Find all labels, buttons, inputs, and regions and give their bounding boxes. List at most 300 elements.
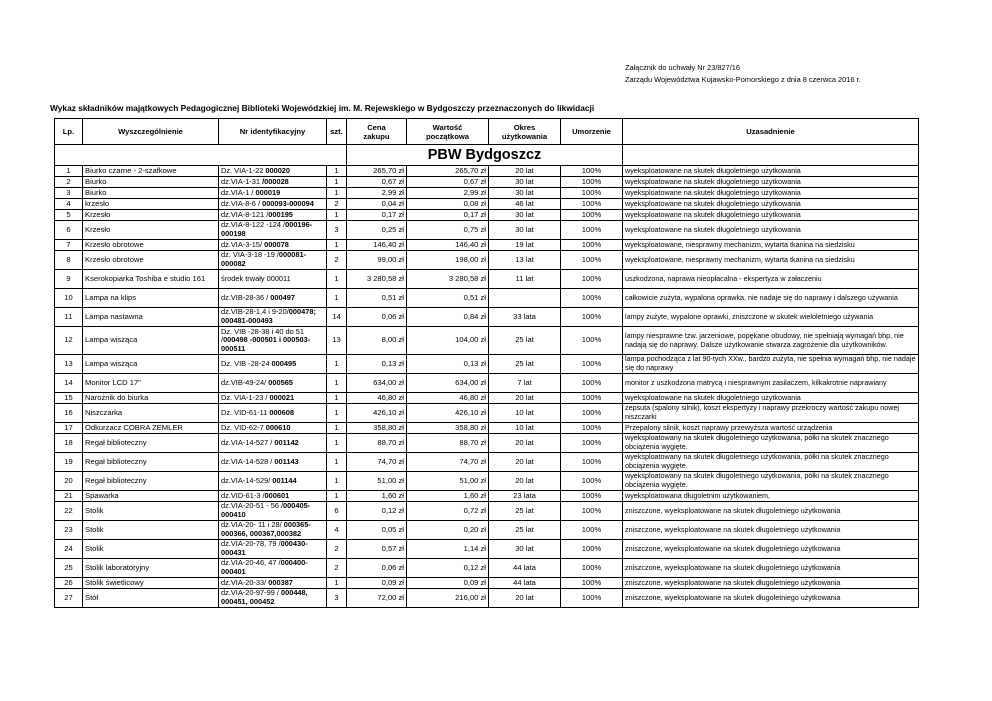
cell-id	[219, 270, 327, 289]
cell-price: 0,51 zł	[347, 289, 407, 308]
cell-value: 146,40 zł	[407, 240, 489, 251]
cell-value: 0,09 zł	[407, 578, 489, 589]
col-header-period	[489, 119, 561, 145]
cell-lp: 14	[55, 374, 83, 393]
id-prefix: dz.VIA-3-15/	[221, 239, 265, 249]
cell-reason: lampy niesprawne tzw. jarzeniowe, popękane obudowy, nie spełniają wymagań bhp, nie nadają się do naprawy. Dalsze użytkowanie stwarza zagrożenie dla użytkowników.	[623, 327, 919, 355]
cell-lp: 2	[55, 177, 83, 188]
id-prefix: dz.VIA-20- 11 i 28/	[221, 520, 284, 530]
cell-reason: wyeksploatowany na skutek długoletniego użytkowania, półki na skutek znacznego obciążenia wygięte.	[623, 472, 919, 491]
cell-period: 20 lat	[489, 166, 561, 177]
cell-lp: 9	[55, 270, 83, 289]
cell-price: 265,70 zł	[347, 166, 407, 177]
cell-id	[219, 521, 327, 540]
cell-id	[219, 199, 327, 210]
id-number: 000495	[271, 358, 297, 368]
cell-reason: wyeksploatowane na skutek długoletniego użytkowania	[623, 221, 919, 240]
cell-id	[219, 166, 327, 177]
cell-lp: 23	[55, 521, 83, 540]
cell-period	[489, 289, 561, 308]
id-number: 000020	[265, 165, 291, 175]
cell-reason: wyeksploatowane na skutek długoletniego użytkowania	[623, 210, 919, 221]
cell-value: 0,84 zł	[407, 308, 489, 327]
cell-period: 20 lat	[489, 434, 561, 453]
col-header-reason: Uzasadnienie	[623, 119, 919, 145]
cell-value: 2,99 zł	[407, 188, 489, 199]
cell-price: 0,67 zł	[347, 177, 407, 188]
id-number: /000028	[262, 176, 289, 186]
cell-depreciation: 100%	[561, 355, 623, 374]
id-number: 000497	[270, 292, 295, 302]
table-row	[55, 393, 919, 404]
table-row	[55, 423, 919, 434]
id-number: 000608	[269, 407, 294, 417]
id-number: 000365-000366, 000367,000382	[221, 520, 311, 538]
table-row	[55, 453, 919, 472]
cell-id	[219, 355, 327, 374]
table-row	[55, 210, 919, 221]
cell-reason: całkowicie zużyta, wypalona oprawka, nie nadaje się do naprawy i dalszego używania	[623, 289, 919, 308]
cell-price: 0,13 zł	[347, 355, 407, 374]
cell-id	[219, 221, 327, 240]
cell-period: 30 lat	[489, 188, 561, 199]
id-number: 000498 -000501 i 000503-000511	[221, 335, 311, 353]
cell-lp: 18	[55, 434, 83, 453]
cell-value: 0,08 zł	[407, 199, 489, 210]
table-row	[55, 502, 919, 521]
cell-qty: 1	[327, 578, 347, 589]
cell-id	[219, 491, 327, 502]
cell-reason: wyeksploatowane na skutek długoletniego użytkowania	[623, 393, 919, 404]
cell-id	[219, 177, 327, 188]
cell-id	[219, 251, 327, 270]
cell-reason: wyeksploatowana długoletnim użytkowaniem,	[623, 491, 919, 502]
cell-reason: lampy zużyte, wypalone oprawki, zniszczone w skutek wieloletniego używania	[623, 308, 919, 327]
id-prefix: dz.VIA-20-46, 47 /	[221, 558, 281, 568]
cell-qty: 2	[327, 199, 347, 210]
id-number: 000565	[268, 377, 293, 387]
id-number: 000601	[264, 490, 290, 500]
id-prefix: dz.VID-61-3 /	[221, 490, 265, 500]
col-header-name: Wyszczególnienie	[83, 119, 219, 145]
cell-reason: wyeksploatowany na skutek długoletniego użytkowania, półki na skutek znacznego obciążenia wygięte.	[623, 434, 919, 453]
cell-price: 51,00 zł	[347, 472, 407, 491]
cell-price: 0,17 zł	[347, 210, 407, 221]
cell-qty: 3	[327, 589, 347, 608]
cell-id	[219, 374, 327, 393]
cell-lp: 7	[55, 240, 83, 251]
cell-name: Regał biblioteczny	[83, 472, 219, 491]
table-row	[55, 589, 919, 608]
cell-lp: 16	[55, 404, 83, 423]
table-row	[55, 578, 919, 589]
cell-reason: wyeksploatowane, niesprawny mechanizm, wytarta tkanina na siedzisku	[623, 251, 919, 270]
table-row	[55, 251, 919, 270]
cell-lp: 20	[55, 472, 83, 491]
cell-name: krzesło	[83, 199, 219, 210]
cell-qty: 1	[327, 374, 347, 393]
id-prefix: dz.VIA-20-97-99 /	[221, 588, 281, 598]
cell-name: Krzesło	[83, 221, 219, 240]
cell-name: Regał biblioteczny	[83, 434, 219, 453]
cell-value: 0,20 zł	[407, 521, 489, 540]
cell-lp: 24	[55, 540, 83, 559]
cell-name: Biurko	[83, 177, 219, 188]
cell-depreciation: 100%	[561, 559, 623, 578]
cell-depreciation: 100%	[561, 210, 623, 221]
cell-id	[219, 188, 327, 199]
col-header-price-l1: Cena	[367, 122, 386, 132]
cell-name: Stół	[83, 589, 219, 608]
id-prefix: dz.VIA-14-527 /	[221, 437, 275, 447]
cell-value: 1,14 zł	[407, 540, 489, 559]
cell-depreciation: 100%	[561, 521, 623, 540]
cell-qty: 14	[327, 308, 347, 327]
cell-depreciation: 100%	[561, 270, 623, 289]
cell-name: Stolik laboratoryjny	[83, 559, 219, 578]
cell-value: 1,60 zł	[407, 491, 489, 502]
cell-price: 2,99 zł	[347, 188, 407, 199]
cell-value: 0,51 zł	[407, 289, 489, 308]
cell-reason: zniszczone, wyeksploatowane na skutek długoletniego użytkowania	[623, 578, 919, 589]
cell-price: 8,00 zł	[347, 327, 407, 355]
cell-reason: monitor z uszkodzona matrycą i niesprawnym zasilaczem, kilkakrotnie naprawiany	[623, 374, 919, 393]
cell-qty: 1	[327, 393, 347, 404]
cell-depreciation: 100%	[561, 327, 623, 355]
id-prefix: dz.VIA-8-121 /	[221, 209, 269, 219]
cell-value: 3 280,58 zł	[407, 270, 489, 289]
id-prefix: Dz. VIB -28-24	[221, 358, 272, 368]
cell-lp: 8	[55, 251, 83, 270]
id-number: 000093-000094	[262, 198, 314, 208]
cell-value: 426,10 zł	[407, 404, 489, 423]
id-prefix: dz.VIA-8-122 -124 /	[221, 220, 286, 230]
id-prefix: dz.VIA-14-528 /	[221, 456, 275, 466]
table-row	[55, 199, 919, 210]
table-row	[55, 374, 919, 393]
cell-lp: 25	[55, 559, 83, 578]
cell-value: 51,00 zł	[407, 472, 489, 491]
col-header-qty: szt.	[327, 119, 347, 145]
cell-qty: 1	[327, 289, 347, 308]
table-row	[55, 308, 919, 327]
cell-id	[219, 559, 327, 578]
cell-depreciation: 100%	[561, 221, 623, 240]
cell-depreciation: 100%	[561, 589, 623, 608]
id-number: 000019	[255, 187, 281, 197]
cell-depreciation: 100%	[561, 308, 623, 327]
cell-period: 46 lat	[489, 199, 561, 210]
cell-qty: 2	[327, 540, 347, 559]
cell-period: 30 lat	[489, 210, 561, 221]
cell-price: 358,80 zł	[347, 423, 407, 434]
annex-note-line1: Załącznik do uchwały Nr 23/827/16	[625, 63, 741, 72]
cell-value: 0,13 zł	[407, 355, 489, 374]
id-prefix: Dz. VID-62-7	[221, 422, 266, 432]
cell-id	[219, 393, 327, 404]
cell-name: Kserokopiarka Toshiba e studio 161	[83, 270, 219, 289]
table-row	[55, 270, 919, 289]
cell-reason: wyeksploatowany na skutek długoletniego użytkowania, półki na skutek znacznego obciążenia wygięte.	[623, 453, 919, 472]
cell-period: 25 lat	[489, 327, 561, 355]
col-header-price-l2: zakupu	[363, 131, 390, 141]
id-prefix: dz.VIA-1 /	[221, 187, 256, 197]
section-spacer-right	[623, 145, 919, 166]
cell-name: Krzesło	[83, 210, 219, 221]
cell-period: 19 lat	[489, 240, 561, 251]
cell-reason: wyeksploatowane na skutek długoletniego użytkowania	[623, 177, 919, 188]
cell-price: 99,00 zł	[347, 251, 407, 270]
cell-id	[219, 540, 327, 559]
cell-id	[219, 472, 327, 491]
table-row	[55, 559, 919, 578]
cell-reason: wyeksploatowane, niesprawny mechanizm, wytarta tkanina na siedzisku	[623, 240, 919, 251]
cell-value: 74,70 zł	[407, 453, 489, 472]
id-prefix: dz.VIB-28-1,4 i 9-20/	[221, 307, 289, 317]
cell-value: 634,00 zł	[407, 374, 489, 393]
id-number: 000195	[268, 209, 293, 219]
cell-lp: 10	[55, 289, 83, 308]
cell-depreciation: 100%	[561, 188, 623, 199]
cell-value: 198,00 zł	[407, 251, 489, 270]
id-prefix: Dz. VIA-1-23 /	[221, 392, 270, 402]
cell-name: Stolik	[83, 502, 219, 521]
cell-value: 0,12 zł	[407, 559, 489, 578]
cell-qty: 1	[327, 453, 347, 472]
cell-id	[219, 289, 327, 308]
cell-name: Narożnik do biurka	[83, 393, 219, 404]
cell-period: 20 lat	[489, 589, 561, 608]
id-number: 000448, 000451, 000452	[221, 588, 308, 606]
id-number: 000405-000410	[221, 501, 311, 519]
id-prefix: dz. VIA-3-18 -19 /	[221, 250, 279, 260]
cell-name: Krzesło obrotowe	[83, 240, 219, 251]
cell-lp: 22	[55, 502, 83, 521]
cell-id	[219, 434, 327, 453]
cell-price: 72,00 zł	[347, 589, 407, 608]
cell-value: 265,70 zł	[407, 166, 489, 177]
cell-depreciation: 100%	[561, 491, 623, 502]
id-prefix: środek trwały 000011	[221, 273, 291, 283]
cell-depreciation: 100%	[561, 374, 623, 393]
col-header-period-l2: użytkowania	[501, 131, 548, 141]
id-number: 000387	[268, 577, 293, 587]
table-row	[55, 540, 919, 559]
cell-name: Krzesło obrotowe	[83, 251, 219, 270]
cell-price: 634,00 zł	[347, 374, 407, 393]
cell-price: 74,70 zł	[347, 453, 407, 472]
cell-name: Lampa na klips	[83, 289, 219, 308]
cell-value: 104,00 zł	[407, 327, 489, 355]
table-header-row	[55, 119, 919, 145]
cell-value: 46,80 zł	[407, 393, 489, 404]
id-number: 001143	[274, 456, 299, 466]
cell-qty: 1	[327, 355, 347, 374]
cell-qty: 1	[327, 210, 347, 221]
cell-qty: 4	[327, 521, 347, 540]
cell-name: Stolik	[83, 521, 219, 540]
cell-id	[219, 308, 327, 327]
id-number: 000430-000431	[221, 539, 308, 557]
cell-reason: wyeksploatowane na skutek długoletniego użytkowania	[623, 188, 919, 199]
cell-lp: 6	[55, 221, 83, 240]
cell-qty: 1	[327, 434, 347, 453]
cell-price: 0,06 zł	[347, 559, 407, 578]
cell-price: 1,60 zł	[347, 491, 407, 502]
cell-period: 30 lat	[489, 177, 561, 188]
cell-period: 7 lat	[489, 374, 561, 393]
cell-depreciation: 100%	[561, 404, 623, 423]
cell-price: 0,57 zł	[347, 540, 407, 559]
table-row	[55, 472, 919, 491]
col-header-period-l1: Okres	[513, 122, 536, 132]
cell-name: Lampa nastawna	[83, 308, 219, 327]
cell-period: 11 lat	[489, 270, 561, 289]
id-prefix: dz.VIB-49-24/	[221, 377, 269, 387]
cell-reason: zniszczone, wyeksploatowane na skutek długoletniego użytkowania	[623, 521, 919, 540]
cell-lp: 5	[55, 210, 83, 221]
document-title: Wykaz składników majątkowych Pedagogicznej Biblioteki Wojewódzkiej im. M. Rejewskiego w Bydgoszczy przeznaczonych do likwidacji	[50, 103, 595, 113]
id-number: 000610	[265, 422, 291, 432]
cell-price: 0,04 zł	[347, 199, 407, 210]
table-row	[55, 177, 919, 188]
cell-depreciation: 100%	[561, 434, 623, 453]
cell-value: 0,17 zł	[407, 210, 489, 221]
cell-depreciation: 100%	[561, 177, 623, 188]
cell-reason: zniszczone, wyeksploatowane na skutek długoletniego użytkowania	[623, 559, 919, 578]
cell-name: Biurko czarne - 2-szafkowe	[83, 166, 219, 177]
cell-depreciation: 100%	[561, 199, 623, 210]
col-header-value-l1: Wartość	[432, 122, 463, 132]
cell-period: 33 lata	[489, 308, 561, 327]
cell-id	[219, 578, 327, 589]
cell-value: 88,70 zł	[407, 434, 489, 453]
id-number: 001142	[274, 437, 299, 447]
cell-qty: 1	[327, 404, 347, 423]
cell-lp: 13	[55, 355, 83, 374]
section-row	[55, 145, 919, 166]
id-prefix: Dz. VID-61-11	[221, 407, 270, 417]
section-spacer	[55, 145, 347, 166]
table-row	[55, 289, 919, 308]
cell-depreciation: 100%	[561, 502, 623, 521]
cell-name: Biurko	[83, 188, 219, 199]
cell-depreciation: 100%	[561, 540, 623, 559]
cell-price: 0,05 zł	[347, 521, 407, 540]
id-prefix: dz.VIA-20-51 - 56 /	[221, 501, 284, 511]
cell-name: Odkurzacz COBRA ZEMLER	[83, 423, 219, 434]
cell-lp: 4	[55, 199, 83, 210]
cell-period: 25 lat	[489, 502, 561, 521]
id-prefix: dz.VIA-8-6 /	[221, 198, 263, 208]
cell-qty: 6	[327, 502, 347, 521]
cell-reason: Przepalony silnik, koszt naprawy przewyższa wartość urządzenia	[623, 423, 919, 434]
cell-name: Lampa wisząca	[83, 327, 219, 355]
cell-reason: zniszczone, wyeksploatowane na skutek długoletniego użytkowania	[623, 589, 919, 608]
id-prefix: Dz. VIA-1-22	[221, 165, 266, 175]
cell-lp: 27	[55, 589, 83, 608]
cell-reason: lampa pochodząca z lat 90-tych XXw., bardzo zużyta, nie spełnia wymagań bhp, nie nadaje się do naprawy	[623, 355, 919, 374]
cell-depreciation: 100%	[561, 423, 623, 434]
cell-name: Spawarka	[83, 491, 219, 502]
cell-period: 20 lat	[489, 393, 561, 404]
cell-qty: 13	[327, 327, 347, 355]
cell-id	[219, 589, 327, 608]
cell-value: 0,75 zł	[407, 221, 489, 240]
col-header-price	[347, 119, 407, 145]
annex-note-line2: Zarządu Województwa Kujawsko-Pomorskiego z dnia 8 czerwca 2016 r.	[625, 75, 861, 84]
cell-value: 358,80 zł	[407, 423, 489, 434]
id-number: 000081-000082	[221, 250, 307, 268]
table-row	[55, 404, 919, 423]
cell-period: 20 lat	[489, 453, 561, 472]
table-row	[55, 434, 919, 453]
cell-price: 0,25 zł	[347, 221, 407, 240]
cell-value: 0,72 zł	[407, 502, 489, 521]
cell-id	[219, 423, 327, 434]
cell-qty: 1	[327, 177, 347, 188]
cell-lp: 15	[55, 393, 83, 404]
id-prefix: dz.VIA-1-31	[221, 176, 263, 186]
inventory-table	[54, 118, 919, 608]
table-row	[55, 240, 919, 251]
cell-qty: 1	[327, 472, 347, 491]
cell-qty: 1	[327, 188, 347, 199]
cell-price: 146,40 zł	[347, 240, 407, 251]
col-header-value	[407, 119, 489, 145]
cell-depreciation: 100%	[561, 240, 623, 251]
cell-period: 20 lat	[489, 472, 561, 491]
cell-price: 3 280,58 zł	[347, 270, 407, 289]
cell-qty: 1	[327, 491, 347, 502]
cell-id	[219, 502, 327, 521]
col-header-value-l2: początkowa	[425, 131, 470, 141]
cell-name: Niszczarka	[83, 404, 219, 423]
cell-id	[219, 453, 327, 472]
cell-price: 426,10 zł	[347, 404, 407, 423]
id-prefix: dz.VIA-20-33/	[221, 577, 269, 587]
cell-reason: zepsuta (spalony silnik), koszt ekspertyzy i naprawy przekroczy wartość zakupu nowej niszczarki	[623, 404, 919, 423]
col-header-depreciation: Umorzenie	[561, 119, 623, 145]
table-row	[55, 491, 919, 502]
cell-price: 0,06 zł	[347, 308, 407, 327]
cell-depreciation: 100%	[561, 393, 623, 404]
cell-period: 44 lata	[489, 559, 561, 578]
col-header-id: Nr identyfikacyjny	[219, 119, 327, 145]
cell-value: 216,00 zł	[407, 589, 489, 608]
table-row	[55, 355, 919, 374]
id-prefix: dz.VIA-20-78, 79 /	[221, 539, 281, 549]
cell-depreciation: 100%	[561, 472, 623, 491]
cell-lp: 26	[55, 578, 83, 589]
cell-price: 46,80 zł	[347, 393, 407, 404]
table-row	[55, 166, 919, 177]
cell-reason: wyeksploatowane na skutek długoletniego użytkowania	[623, 166, 919, 177]
cell-name: Monitor LCD 17"	[83, 374, 219, 393]
section-title: PBW Bydgoszcz	[347, 145, 623, 166]
cell-period: 13 lat	[489, 251, 561, 270]
cell-lp: 21	[55, 491, 83, 502]
cell-price: 0,12 zł	[347, 502, 407, 521]
cell-depreciation: 100%	[561, 251, 623, 270]
cell-value: 0,67 zł	[407, 177, 489, 188]
cell-lp: 3	[55, 188, 83, 199]
cell-period: 23 lata	[489, 491, 561, 502]
table-row	[55, 221, 919, 240]
cell-lp: 12	[55, 327, 83, 355]
cell-depreciation: 100%	[561, 453, 623, 472]
id-number: 000400-000401	[221, 558, 308, 576]
